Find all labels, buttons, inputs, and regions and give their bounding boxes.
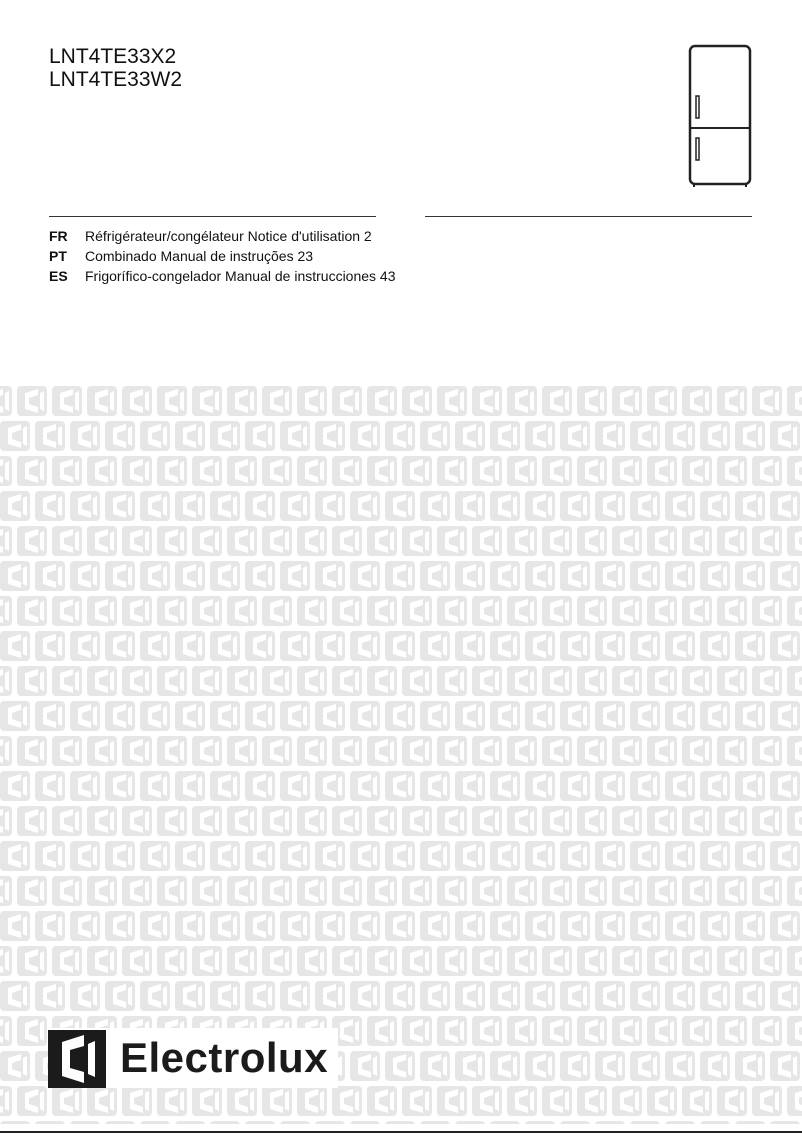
fridge-freezer-icon (688, 44, 752, 188)
electrolux-logo-pattern-icon (0, 384, 802, 1124)
language-row-es (49, 266, 396, 286)
language-code: PT (49, 248, 67, 264)
bottom-divider (0, 1131, 802, 1133)
language-code: FR (49, 228, 68, 244)
language-code: ES (49, 268, 68, 284)
language-row-fr (49, 226, 396, 246)
divider-left (49, 216, 376, 217)
model-numbers (49, 45, 182, 91)
model-number-2: LNT4TE33W2 (49, 68, 183, 91)
divider-right (425, 216, 752, 217)
language-list (49, 226, 396, 286)
language-title: Combinado Manual de instruções 23 (85, 248, 314, 264)
brand-name: Electrolux (120, 1034, 329, 1081)
electrolux-logo-icon (48, 1030, 106, 1088)
language-title: Frigorífico-congelador Manual de instrucciones 43 (85, 268, 396, 284)
language-title: Réfrigérateur/congélateur Notice d'utilisation 2 (85, 228, 372, 244)
language-row-pt (49, 246, 396, 266)
model-number-1: LNT4TE33X2 (49, 45, 177, 68)
